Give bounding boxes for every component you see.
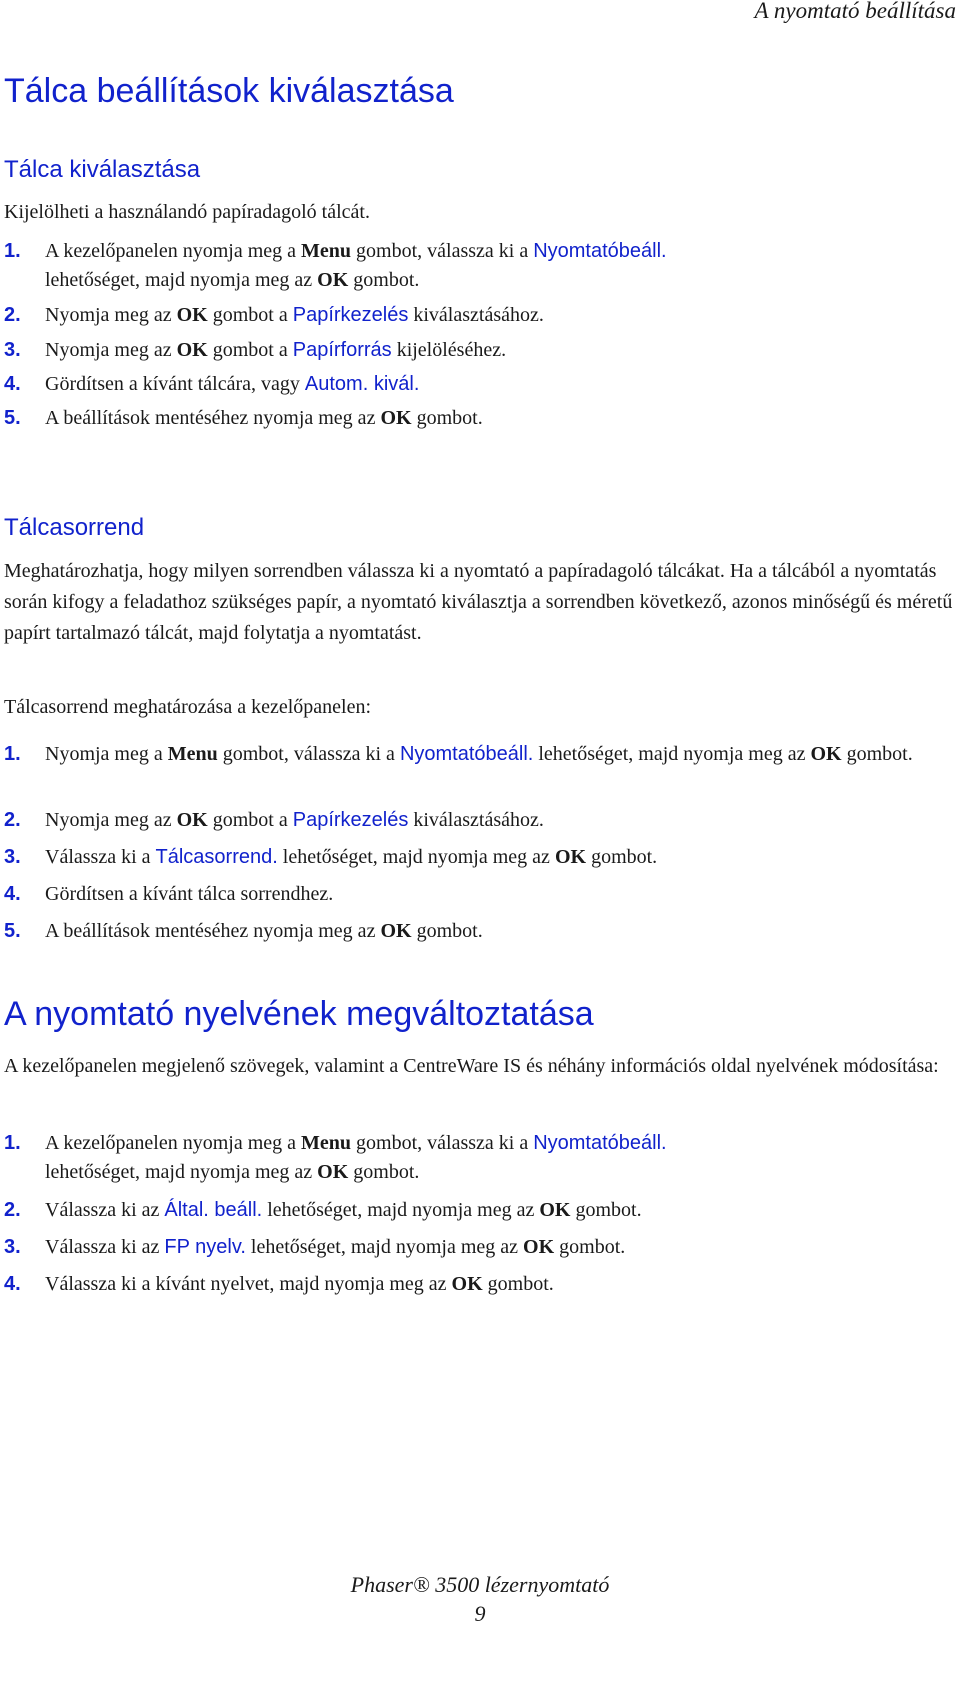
step-number: 5. — [4, 920, 21, 942]
ui-term: Tálcasorrend. — [155, 846, 278, 868]
step-number: 3. — [4, 1236, 21, 1258]
ok-button-label: OK — [810, 743, 842, 765]
step-number: 5. — [4, 407, 21, 429]
tray-select-step-4: 4. Gördítsen a kívánt tálcára, vagy Autom. kivál. — [4, 370, 944, 399]
menu-button-label: Menu — [167, 743, 218, 765]
tray-select-step-3: 3. Nyomja meg az OK gombot a Papírforrás kijelöléséhez. — [4, 336, 944, 365]
ui-term: Autom. kivál. — [304, 373, 420, 395]
step-number: 4. — [4, 883, 21, 905]
tray-select-step-2: 2. Nyomja meg az OK gombot a Papírkezelés kiválasztásához. — [4, 301, 944, 330]
ui-term: Nyomtatóbeáll. — [533, 240, 667, 262]
ok-button-label: OK — [380, 920, 412, 942]
tray-order-step-2: 2. Nyomja meg az OK gombot a Papírkezelés kiválasztásához. — [4, 806, 944, 835]
subsection-title-tray-select: Tálca kiválasztása — [4, 156, 201, 183]
ui-term: Által. beáll. — [164, 1199, 263, 1221]
tray-order-description: Meghatározhatja, hogy milyen sorrendben válassza ki a nyomtató a papíradagoló tálcákat. Ha a tálcából a nyomtatás során kifogy a feladathoz szükséges papír, a nyomtató kiválasztja a sorrendben következő, azonos minőségű és méretű papírt tartalmazó tálcát, majd folytatja a nyomtatást. — [4, 560, 953, 644]
step-number: 1. — [4, 240, 21, 262]
ok-button-label: OK — [317, 269, 349, 291]
ok-button-label: OK — [380, 407, 412, 429]
step-number: 2. — [4, 1199, 21, 1221]
step-number: 4. — [4, 1273, 21, 1295]
language-step-1: 1. A kezelőpanelen nyomja meg a Menu gombot, válassza ki a Nyomtatóbeáll. lehetőséget, majd nyomja meg az OK gombot. — [4, 1129, 944, 1187]
tray-order-step-5: 5. A beállítások mentéséhez nyomja meg az OK gombot. — [4, 917, 944, 946]
tray-select-intro: Kijelölheti a használandó papíradagoló tálcát. — [4, 201, 370, 223]
step-number: 3. — [4, 339, 21, 361]
footer-product-name: Phaser® 3500 lézernyomtató — [350, 1572, 610, 1597]
ui-term: FP nyelv. — [164, 1236, 246, 1258]
ok-button-label: OK — [176, 339, 208, 361]
ok-button-label: OK — [451, 1273, 483, 1295]
ok-button-label: OK — [523, 1236, 555, 1258]
tray-order-step-1: 1. Nyomja meg a Menu gombot, válassza ki a Nyomtatóbeáll. lehetőséget, majd nyomja meg az OK gombot. — [4, 740, 944, 769]
ok-button-label: OK — [554, 846, 587, 868]
step-number: 3. — [4, 846, 21, 868]
language-step-2: 2. Válassza ki az Által. beáll. lehetőséget, majd nyomja meg az OK gombot. — [4, 1196, 944, 1225]
ok-button-label: OK — [176, 304, 208, 326]
step-number: 1. — [4, 743, 21, 765]
tray-select-step-5: 5. A beállítások mentéséhez nyomja meg az OK gombot. — [4, 404, 944, 433]
section-title-language: A nyomtató nyelvének megváltoztatása — [4, 995, 594, 1033]
ui-term: Papírforrás — [292, 339, 392, 361]
ui-term: Nyomtatóbeáll. — [533, 1132, 667, 1154]
ok-button-label: OK — [176, 809, 208, 831]
tray-order-step-3: 3. Válassza ki a Tálcasorrend. lehetőséget, majd nyomja meg az OK gombot. — [4, 843, 944, 872]
tray-order-lead: Tálcasorrend meghatározása a kezelőpanelen: — [4, 696, 372, 718]
subsection-title-tray-order: Tálcasorrend — [4, 514, 145, 541]
menu-button-label: Menu — [301, 240, 352, 262]
section-title-tray-settings: Tálca beállítások kiválasztása — [4, 72, 454, 110]
running-header: A nyomtató beállítása — [754, 0, 956, 23]
tray-order-step-4: 4. Gördítsen a kívánt tálca sorrendhez. — [4, 880, 944, 909]
ok-button-label: OK — [539, 1199, 571, 1221]
step-number: 4. — [4, 373, 21, 395]
ui-term: Papírkezelés — [292, 304, 409, 326]
language-step-4: 4. Válassza ki a kívánt nyelvet, majd nyomja meg az OK gombot. — [4, 1270, 944, 1299]
footer-page-number: 9 — [474, 1601, 486, 1626]
ok-button-label: OK — [317, 1161, 349, 1183]
step-number: 1. — [4, 1132, 21, 1154]
language-intro: A kezelőpanelen megjelenő szövegek, valamint a CentreWare IS és néhány információs oldal nyelvének módosítása: — [4, 1055, 939, 1077]
step-number: 2. — [4, 809, 21, 831]
ui-term: Nyomtatóbeáll. — [399, 743, 534, 765]
ui-term: Papírkezelés — [292, 809, 409, 831]
tray-select-step-1: 1. A kezelőpanelen nyomja meg a Menu gombot, válassza ki a Nyomtatóbeáll. lehetőséget, majd nyomja meg az OK gombot. — [4, 237, 944, 295]
step-number: 2. — [4, 304, 21, 326]
language-step-3: 3. Válassza ki az FP nyelv. lehetőséget, majd nyomja meg az OK gombot. — [4, 1233, 944, 1262]
menu-button-label: Menu — [301, 1132, 352, 1154]
